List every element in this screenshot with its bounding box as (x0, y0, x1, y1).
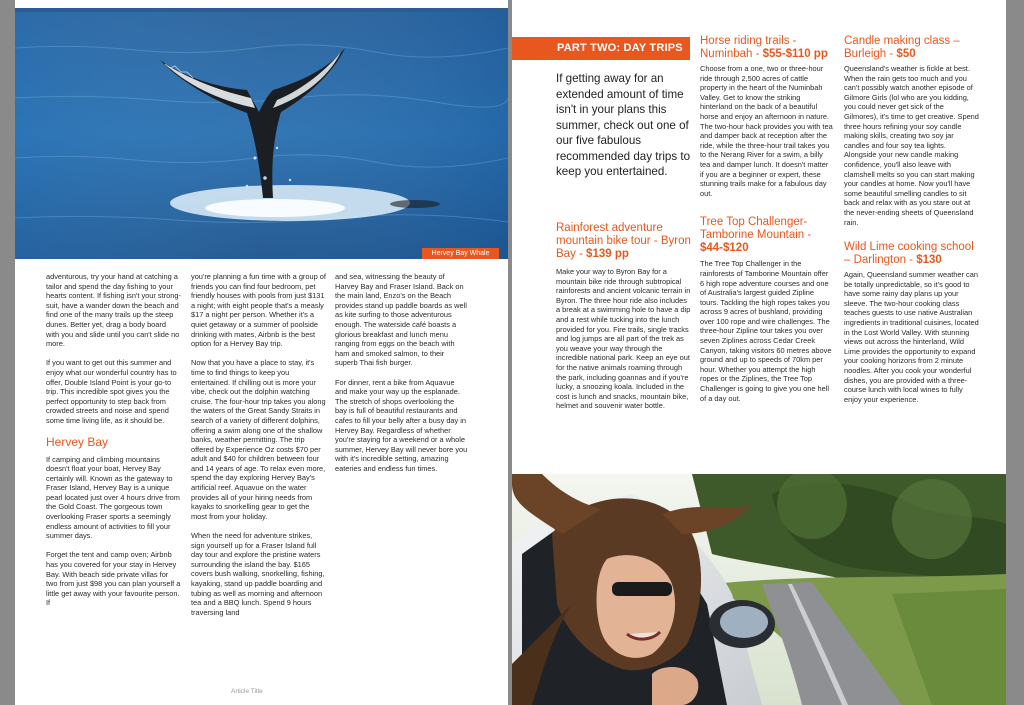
left-column-1 (46, 272, 181, 608)
treetop-title: Tree Top Challenger- Tamborine Mountain - (700, 216, 812, 242)
paragraph: The Tree Top Challenger in the rainforests of Tamborine Mountain offer 6 high rope adventure courses and one of Australia's largest guided Zipline tours. Tackling the high ropes takes you across 9 acres of bushland, providing over 100 rope and wire challenges. The three-hour Zipline tour takes you over seven Ziplines across Cedar Creek Canyon, taking visitors 60 metres above ground and up to speeds of 70km per hour. Whether you attempt the high ropes or the Ziplines, the Tree Top Challenger is going to give you one hell of a day out. (700, 259, 832, 403)
woman-car-window-photo (512, 474, 1006, 705)
paragraph: Make your way to Byron Bay for a mountain bike ride through subtropical rainforests and ancient volcanic terrain in Byron. The three hour ride also includes a break at a swimming hole to have a dip and a rest while tucking into the lunch provided for you. Fire trails, single tracks and log jumps are all part of the trek as you weave your way through the incredible national park. Keep an eye out for the native animals roaming through the park, including goannas and if you're lucky, a snoozing koala. Included in the cost is lunch and snacks, mountain bike, helmet and souvenir water bottle. (556, 267, 691, 411)
part-two-banner: PART TWO: DAY TRIPS (512, 37, 690, 60)
paragraph: Choose from a one, two or three-hour ride through 2,500 acres of cattle property in the heart of the Numinbah Valley. Get to know the striking hinterland on the back of a beautiful horse and enjoy an afternoon in nature. The two-hour hack provides you with tea and damper back at reception after the ride, while the three-hour trail takes you to the Nerang River for a swim, a billy tea and damper lunch. It doesn't matter if you are a beginner or expert, these stunning trails make for a fabulous day out. (700, 64, 833, 198)
wildlime-title: Wild Lime cooking school – Darlington - (844, 241, 974, 267)
wildlime-heading (844, 241, 979, 267)
left-column-3 (335, 272, 468, 473)
rainforest-title: Rainforest adventure mountain bike tour - Byron Bay - (556, 222, 691, 260)
paragraph: If you want to get out this summer and enjoy what our wonderful country has to offer, Double Island Point is your go-to trip. This incredible spot gives you the perfect opportunity to step back from crowded streets and noise and spend some time living life, as it should be. (46, 358, 177, 425)
whale-tail-photo (15, 8, 508, 259)
paragraph: you're planning a fun time with a group of friends you can find four bedroom, pet friendly houses with pools from just $131 a night; with eight people that's a measly $17 a night per person. Whether it's a quiet getaway or a summer of poolside drinking with mates, Airbnb is the best option for a Hervey Bay trip. (191, 272, 326, 349)
horse-heading (700, 35, 833, 61)
footer-article-title: Article Title (231, 688, 263, 695)
rainforest-price: $139 pp (586, 248, 629, 260)
treetop-heading (700, 216, 833, 255)
candle-price: $50 (896, 48, 916, 60)
horse-price: $55-$110 pp (762, 48, 828, 60)
paragraph: Queensland's weather is fickle at best. When the rain gets too much and you can't possibly watch another episode of Gilmore Girls (lol who are you kidding, you could never get sick of the Gilmores), it's time to get creative. Spend three hours refining your soy candle making skills, creating two soy jar candles and four soy tea lights. Alongside your new candle making confidence, you'll also leave with clamshell melts so you can start making your candles at home. Now you'll have some beautiful smelling candles to sit back and relax with as you stare out at the never-ending sheets of Queensland rain. (844, 64, 979, 227)
photo-caption: Hervey Bay Whale (422, 248, 499, 259)
paragraph: If camping and climbing mountains doesn't float your boat, Hervey Bay certainly will. Known as the gateway to Fraser Island, Hervey Bay is a unique pearl located just over 4 hours drive from the Gold Coast. The gorgeous town overlooking Fraser sports a seemingly endless amount of activities to fill your summer days. (46, 454, 180, 541)
paragraph: Again, Queensland summer weather can be totally unpredictable, so it's good to have some rainy day plans up your sleeve. The two-hour cooking class teaches guests to use native Australian ingredients in traditional cuisines, located in the Lost World Valley. With stunning views out across the hinterland, Wild Lime provides the opportunity to expand your cooking horizons from 2 minute noodles. After you cook your wonderful dishes, you are provided with a three-course lunch with local wines to fully enjoy your experience. (844, 270, 979, 404)
section-heading-hervey-bay: Hervey Bay (46, 434, 109, 449)
left-page (15, 0, 508, 705)
middle-column (700, 35, 833, 403)
paragraph: For dinner, rent a bike from Aquavue and make your way up the esplanade. The stretch of shops overlooking the bay is full of beautiful restaurants and cafes to fill your belly after a busy day in Hervey Bay. Regardless of whether you're staying for a weekend or a whole summer, Hervey Bay will never bore you with it's incredible setting, amazing eateries and endless fun times. (335, 377, 468, 473)
left-column-2 (191, 272, 327, 617)
rainforest-heading (556, 222, 691, 261)
paragraph: Now that you have a place to stay, it's time to find things to keep you entertained. If chilling out is more your vibe, check out the dolphin watching cruise. The four-hour trip takes you along the waters of the Great Sandy Straits in search of a variety of different dolphins, offering a swim along one of the shallow banks, weather permitting. The trip offered by Experience Oz costs $70 per adult and $40 for children between four and 14 years of age. To relax even more, spend the day exploring Hervey Bay's artificial reef. Aquavue on the water provides all of your hiring needs from kayaks to snorkelling gear to get the most from your holiday. (191, 358, 326, 521)
wildlime-price: $130 (916, 254, 942, 267)
candle-title: Candle making class – Burleigh - (844, 35, 960, 60)
paragraph: adventurous, try your hand at catching a tailor and spend the day fishing to your hearts content. If fishing isn't your strong-suit, have a wander down the beach and find one of the many trails up the steep dunes. Better yet, drag a body board with you and slide until you can't slide no more. (46, 272, 181, 349)
paragraph: and sea, witnessing the beauty of Harvey Bay and Fraser Island. Back on the main land, Enzo's on the Beach provides stand up paddle boards as well as kite surfing to those adventurous enough. The waterside café boasts a glorious breakfast and lunch menu ranging from eggs on the beach with ham and smoked salmon, to their superb Thai fish burger. (335, 272, 467, 368)
horse-title: Horse riding trails - Numinbah - (700, 35, 797, 60)
candle-heading (844, 35, 979, 61)
paragraph: When the need for adventure strikes, sign yourself up for a Fraser Island full day tour and explore the pristine waters surrounding the island the bay. $165 covers bush walking, snorkelling, fishing, kayaking, stand up paddle boarding and tubing as well as morning and afternoon tea and a BBQ lunch. Spend 9 hours traversing land (191, 531, 325, 617)
rainforest-article (556, 222, 691, 411)
right-page (512, 0, 1006, 705)
paragraph: Forget the tent and camp oven; Airbnb has you covered for your stay in Hervey Bay. With beach side private villas for two from just $98 you can plan yourself a little get away with your favourite person. If (46, 550, 181, 608)
right-column (844, 35, 979, 404)
intro-text: If getting away for an extended amount of time isn't in your plans this summer, check out one of our five fabulous recommended day trips to keep you entertained. (556, 72, 691, 178)
treetop-price: $44-$120 (700, 242, 749, 255)
